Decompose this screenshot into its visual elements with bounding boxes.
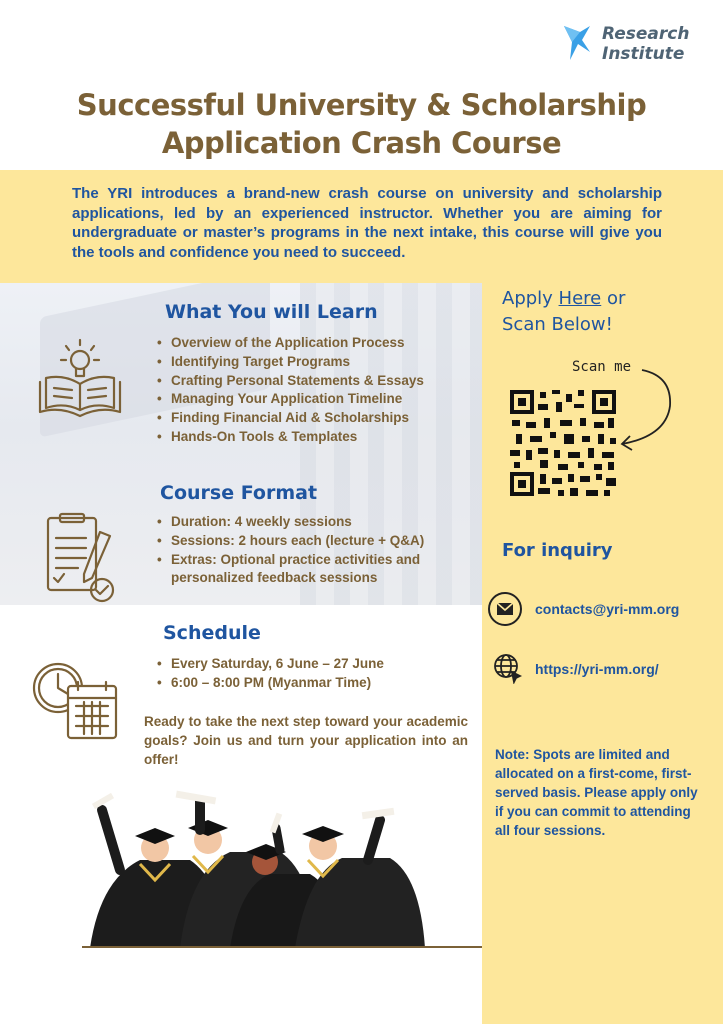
title-line1: Successful University & Scholarship — [76, 88, 647, 122]
apply-line1 — [502, 286, 702, 312]
apply-here-link[interactable]: Here — [558, 288, 602, 309]
envelope-icon — [488, 592, 522, 626]
graduates-illustration — [80, 790, 452, 948]
list-item: • Extras: Optional practice activities and personalized feedback sessions — [157, 551, 467, 589]
checklist-pencil-icon — [44, 512, 120, 604]
logo — [560, 22, 700, 68]
list-item: • Finding Financial Aid & Scholarships — [157, 409, 477, 428]
list-item: • Overview of the Application Process — [157, 334, 477, 353]
intro-text: The YRI introduces a brand-new crash course on university and scholarship applications, led by an experienced instructor. Whether you are aiming for undergraduate or master’s programs in the next intake, this course will give you the tools and confidence you need to succeed. — [72, 185, 662, 261]
globe-icon — [492, 652, 524, 684]
curved-arrow-icon — [612, 362, 682, 454]
list-item: • Every Saturday, 6 June – 27 June — [157, 655, 457, 674]
logo-line1: Research — [602, 24, 690, 44]
list-item: • Crafting Personal Statements & Essays — [157, 372, 477, 391]
apply-line2: Scan Below! — [502, 314, 613, 335]
logo-text — [602, 24, 689, 64]
clock-calendar-icon — [30, 660, 120, 744]
schedule-heading: Schedule — [163, 622, 261, 644]
website-contact[interactable] — [488, 652, 718, 688]
format-heading: Course Format — [160, 482, 318, 504]
email-link[interactable]: contacts@yri-mm.org — [535, 601, 680, 617]
list-item: • Duration: 4 weekly sessions — [157, 513, 467, 532]
format-list — [157, 513, 467, 588]
list-item: • Managing Your Application Timeline — [157, 390, 477, 409]
schedule-list — [157, 655, 457, 693]
book-lightbulb-icon — [34, 336, 126, 420]
email-contact[interactable] — [488, 592, 718, 628]
apply-suffix: or — [601, 288, 626, 309]
call-to-action-text: Ready to take the next step toward your academic goals? Join us and turn your application into an offer! — [144, 714, 468, 767]
apply-heading — [502, 286, 702, 338]
inquiry-heading: For inquiry — [502, 540, 613, 561]
list-item: • Identifying Target Programs — [157, 353, 477, 372]
learn-list — [157, 334, 477, 447]
website-link[interactable]: https://yri-mm.org/ — [535, 661, 659, 677]
logo-line2: Institute — [602, 44, 685, 64]
list-item: • Hands-On Tools & Templates — [157, 428, 477, 447]
title-line2: Application Crash Course — [161, 126, 562, 160]
page-title — [40, 86, 683, 162]
note-text: Note: Spots are limited and allocated on a first-come, first-served basis. Please apply only if you can commit to attending all four sessions. — [495, 747, 698, 838]
illustration-baseline — [82, 946, 482, 948]
learn-heading: What You will Learn — [165, 301, 378, 323]
list-item: • Sessions: 2 hours each (lecture + Q&A) — [157, 532, 467, 551]
list-item: • 6:00 – 8:00 PM (Myanmar Time) — [157, 674, 457, 693]
apply-prefix: Apply — [502, 288, 559, 309]
scan-me-label: Scan me — [572, 359, 632, 375]
qr-code[interactable] — [508, 388, 618, 498]
research-institute-logo-icon — [560, 22, 600, 64]
